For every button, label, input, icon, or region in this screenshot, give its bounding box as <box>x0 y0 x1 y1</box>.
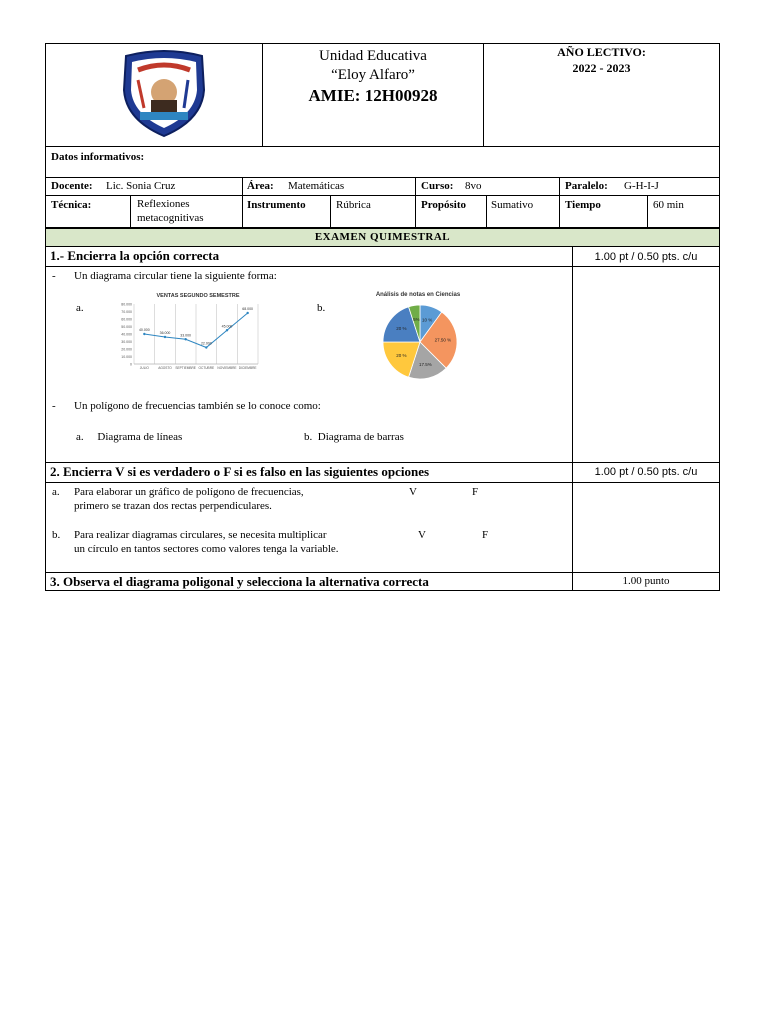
y-tick-label: 0 <box>130 362 132 367</box>
line-chart-title: VENTAS SEGUNDO SEMESTRE <box>156 293 240 299</box>
proposito-label: Propósito <box>421 199 467 211</box>
pie-chart-title: Análisis de notas en Ciencias <box>375 292 461 298</box>
docente-value: Lic. Sonia Cruz <box>106 180 176 192</box>
data-point <box>143 333 145 335</box>
data-label: 45.000 <box>221 324 233 329</box>
q2-points: 1.00 pt / 0.50 pts. c/u <box>594 466 698 478</box>
q2-a-line2: primero se trazan dos rectas perpendiculares. <box>74 500 272 512</box>
q1-item1-dash: - <box>52 270 56 282</box>
paralelo-value: G-H-I-J <box>624 180 659 192</box>
pie-slice-label: 5% <box>413 316 420 322</box>
pie-slice-label: 10 % <box>421 317 433 323</box>
y-tick-label: 60.000 <box>121 317 132 322</box>
y-tick-label: 20.000 <box>121 347 132 352</box>
data-label: 40.000 <box>138 328 150 332</box>
data-point <box>226 329 228 331</box>
q2-a-true[interactable]: V <box>409 486 417 498</box>
answer-option-a[interactable]: a. Diagrama de líneas <box>76 431 183 443</box>
pie-slice-label: 20 % <box>396 326 407 332</box>
q2-title: 2. Encierra V si es verdadero o F si es falso en las siguientes opciones <box>50 464 430 479</box>
curso-label: Curso: <box>421 180 454 192</box>
x-tick-label: OCTUBRE <box>198 366 215 370</box>
q2-b-line1: Para realizar diagramas circulares, se necesita multiplicar <box>74 529 327 541</box>
q2-b-letter: b. <box>52 529 61 541</box>
y-tick-label: 80.000 <box>121 302 132 307</box>
q2-b-true[interactable]: V <box>418 529 426 541</box>
x-tick-label: DICIEMBRE <box>238 366 257 370</box>
x-tick-label: AGOSTO <box>158 366 172 370</box>
q1-item2-text: Un polígono de frecuencias también se lo conoce como: <box>74 400 321 412</box>
data-label: 33.000 <box>180 333 192 338</box>
q1-points: 1.00 pt / 0.50 pts. c/u <box>594 251 698 263</box>
school-name-line2: “Eloy Alfaro” <box>331 67 415 83</box>
y-tick-label: 40.000 <box>121 332 132 337</box>
data-label: 36.000 <box>159 331 171 335</box>
area-value: Matemáticas <box>288 180 345 192</box>
curso-value: 8vo <box>465 180 482 192</box>
q1-title: 1.- Encierra la opción correcta <box>50 248 220 263</box>
pie-slice-label: 27.50 % <box>434 337 452 343</box>
instrumento-value: Rúbrica <box>336 199 371 211</box>
y-tick-label: 50.000 <box>121 325 132 329</box>
school-logo <box>118 50 210 138</box>
q3-points: 1.00 punto <box>622 575 670 587</box>
answer-option-b[interactable]: b. Diagrama de barras <box>304 431 404 443</box>
y-tick-label: 10.000 <box>121 355 132 359</box>
tiempo-label: Tiempo <box>565 199 601 211</box>
proposito-value: Sumativo <box>491 199 534 211</box>
pie-slice-label: 17.5% <box>418 361 432 367</box>
data-label: 68.000 <box>242 307 254 311</box>
x-tick-label: SEPTIEMBRE <box>175 366 196 370</box>
exam-title: EXAMEN QUIMESTRAL <box>314 231 451 243</box>
q2-a-line1: Para elaborar un gráfico de polígono de frecuencias, <box>74 486 304 498</box>
q1-item1-text: Un diagrama circular tiene la siguiente forma: <box>74 270 277 282</box>
q3-title: 3. Observa el diagrama poligonal y selecciona la alternativa correcta <box>50 574 429 589</box>
paralelo-label: Paralelo: <box>565 180 608 192</box>
tecnica-value-line1: Reflexiones <box>137 198 190 210</box>
tiempo-value: 60 min <box>653 199 684 211</box>
info-title: Datos informativos: <box>51 151 145 163</box>
y-tick-label: 30.000 <box>121 340 132 344</box>
pie-slice-label: 20 % <box>396 352 407 358</box>
instrumento-label: Instrumento <box>247 199 306 211</box>
option-b-label: b. <box>317 302 326 314</box>
school-year-value: 2022 - 2023 <box>572 61 631 75</box>
option-a-label: a. <box>76 302 84 314</box>
school-name-line1: Unidad Educativa <box>319 48 427 64</box>
school-year-label: AÑO LECTIVO: <box>557 45 646 59</box>
q2-a-false[interactable]: F <box>472 486 479 498</box>
tecnica-label: Técnica: <box>51 199 92 211</box>
data-point <box>164 336 166 338</box>
q2-b-false[interactable]: F <box>482 529 489 541</box>
q2-b-line2: un círculo en tantos sectores como valores tenga la variable. <box>74 543 339 555</box>
q1-item2-dash: - <box>52 400 56 412</box>
q2-a-letter: a. <box>52 486 60 498</box>
amie-code: AMIE: 12H00928 <box>308 86 438 105</box>
data-point <box>184 338 186 340</box>
x-tick-label: NOVIEMBRE <box>217 366 237 370</box>
x-tick-label: JULIO <box>139 366 149 370</box>
data-point <box>205 346 207 348</box>
area-label: Área: <box>247 180 274 192</box>
tecnica-value-line2: metacognitivas <box>137 212 204 224</box>
data-point <box>246 312 248 314</box>
docente-label: Docente: <box>51 180 93 192</box>
y-tick-label: 70.000 <box>121 310 132 314</box>
pie-chart[interactable] <box>362 286 482 382</box>
line-chart[interactable] <box>114 288 262 374</box>
data-label: 22.000 <box>200 341 212 346</box>
